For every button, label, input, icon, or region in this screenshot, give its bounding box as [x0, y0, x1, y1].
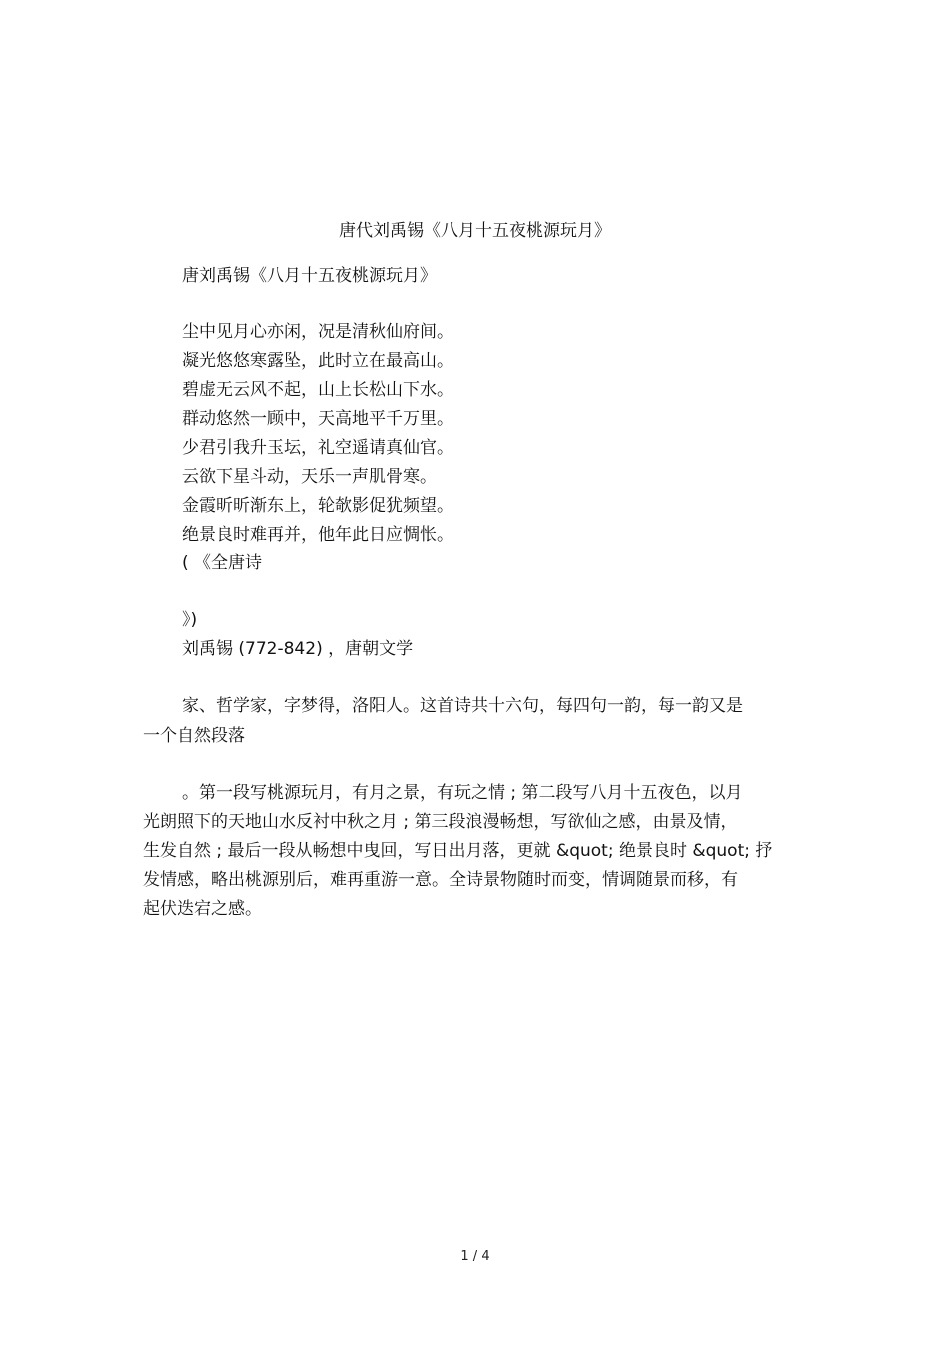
paragraph-2-line-2: 光朗照下的天地山水反衬中秋之月 ; 第三段浪漫畅想，写欲仙之感，由景及情， [143, 812, 738, 832]
poem-line-5: 少君引我升玉坛，礼空遥请真仙官。 [182, 438, 454, 458]
poem-line-8: 绝景良时难再并，他年此日应惆怅。 [182, 525, 454, 545]
source-close: 》) [182, 610, 198, 630]
poem-subtitle: 唐刘禹锡《八月十五夜桃源玩月》 [182, 266, 437, 286]
poem-line-4: 群动悠然一顾中，天高地平千万里。 [182, 409, 454, 429]
paragraph-2-line-3: 生发自然 ; 最后一段从畅想中曳回，写日出月落，更就 &quot; 绝景良时 &quot; 抒 [143, 841, 773, 861]
poem-line-2: 凝光悠悠寒露坠，此时立在最高山。 [182, 351, 454, 371]
page-number: 1 / 4 [460, 1249, 490, 1264]
paragraph-1-line-2: 一个自然段落 [143, 726, 245, 746]
poem-line-3: 碧虚无云风不起，山上长松山下水。 [182, 380, 454, 400]
paragraph-1-line-1: 家、哲学家，字梦得，洛阳人。这首诗共十六句，每四句一韵，每一韵又是 [182, 696, 743, 716]
poem-line-7: 金霞昕昕渐东上，轮欹影促犹频望。 [182, 496, 454, 516]
poem-line-6: 云欲下星斗动，天乐一声肌骨寒。 [182, 467, 437, 487]
paragraph-2-line-4: 发情感，略出桃源别后，难再重游一意。全诗景物随时而变，情调随景而移，有 [143, 870, 738, 890]
paragraph-2-line-1: 。第一段写桃源玩月，有月之景，有玩之情 ; 第二段写八月十五夜色，以月 [182, 783, 743, 803]
source-open: ( 《全唐诗 [182, 553, 263, 573]
document-title: 唐代刘禹锡《八月十五夜桃源玩月》 [339, 221, 611, 241]
poem-line-1: 尘中见月心亦闲，况是清秋仙府间。 [182, 322, 454, 342]
paragraph-2-line-5: 起伏迭宕之感。 [143, 899, 262, 919]
author-line: 刘禹锡 (772-842) ，唐朝文学 [182, 639, 414, 659]
